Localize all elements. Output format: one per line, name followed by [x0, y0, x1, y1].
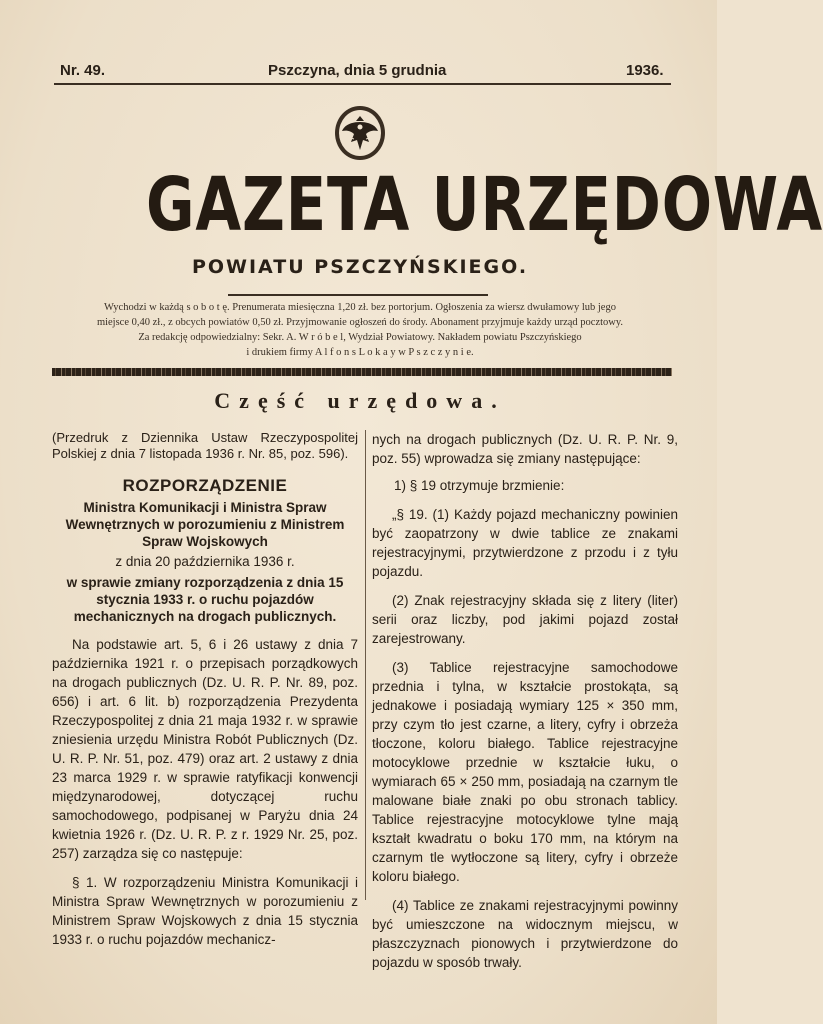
info-line: Wychodzi w każdą s o b o t ę. Prenumerata miesięczna 1,20 zł. bez portorjum. Ogłoszenia za wiersz dwułamowy lub jego [104, 302, 616, 313]
info-line: miejsce 0,40 zł., z obcych powiatów 0,50 zł. Przyjmowanie ogłoszeń do środy. Abonament przyjmuje każdy urząd pocztowy. [96, 317, 624, 328]
polish-eagle-emblem-icon [333, 104, 387, 162]
section-19-para-2: (2) Znak rejestracyjny składa się z litery (liter) serii oraz liczby, pod jakimi pojazd został zarejestrowany. [372, 593, 678, 646]
section-19-para-1: „§ 19. (1) Każdy pojazd mechaniczny powinien być zaopatrzony w dwie tablice ze znakami rejestracyjnymi, przytwierdzone z przodu i z tyłu pojazdu. [372, 507, 678, 579]
publication-info [40, 300, 680, 360]
preamble-paragraph: Na podstawie art. 5, 6 i 26 ustawy z dnia 7 października 1921 r. o przepisach porządkowych na drogach publicznych (Dz. U. R. P. Nr. 89, poz. 656) i art. 6 lit. b) rozporządzenia Prezydenta Rzeczypospolitej z dnia 21 maja 1932 r. w sprawie zniesienia urzędu Ministra Robót Publicznych (Dz. U. R. P. Nr. 51, poz. 479) oraz art. 2 ustawy z dnia 23 marca 1929 r. w sprawie ratyfikacji konwencji międzynarodowej, dotyczącej ruchu samochodowego, podpisanej w Paryżu dnia 24 kwietnia 1926 r. (Dz. U. R. P. z r. 1929 Nr. 25, poz. 257) zarządza się co następuje: [52, 637, 358, 861]
regulation-topic: w sprawie zmiany rozporządzenia z dnia 15 stycznia 1933 r. o ruchu pojazdów mechanicznych na drogach publicznych. [66, 575, 344, 624]
info-line: i drukiem firmy A l f o n s L o k a y w P s z c z y n i e. [246, 347, 474, 358]
section-19-para-4: (4) Tablice ze znakami rejestracyjnymi powinny być umieszczone na widocznym miejscu, w płaszczyznach pionowych i przytwierdzone do pojazdu w sposób trwały. [372, 898, 678, 970]
paragraph-1: § 1. W rozporządzeniu Ministra Komunikacji i Ministra Spraw Wewnętrznych w porozumieniu z Ministrem Spraw Wojskowych z dnia 15 stycznia 1933 r. o ruchu pojazdów mechanicz- [52, 875, 358, 947]
section-title: Część urzędowa. [214, 388, 506, 413]
column-divider [365, 430, 366, 900]
continuation-text: nych na drogach publicznych (Dz. U. R. P. Nr. 9, poz. 55) wprowadza się zmiany następujące: [372, 432, 678, 466]
reprint-note: (Przedruk z Dziennika Ustaw Rzeczypospolitej Polskiej z dnia 7 listopada 1936 r. Nr. 85, poz. 596). [52, 430, 358, 461]
info-line: Za redakcję odpowiedzialny: Sekr. A. W r ó b e l, Wydział Powiatowy. Nakładem powiatu Pszczyńskiego [138, 332, 582, 343]
masthead-rule [54, 83, 671, 85]
newspaper-title: GAZETA URZĘDOWA [146, 162, 823, 248]
decorative-band [52, 368, 672, 376]
newspaper-subtitle: POWIATU PSZCZYŃSKIEGO. [191, 256, 529, 278]
left-column [52, 430, 358, 949]
amendment-item-1: 1) § 19 otrzymuje brzmienie: [394, 478, 565, 493]
section-19-para-3: (3) Tablice rejestracyjne samochodowe przednia i tylna, w kształcie prostokąta, są jednakowe i posiadają wymiary 125 × 350 mm, przy czym tło jest czarne, a litery, cyfry i obrzeża tłoczone, koloru białego. Tablice rejestracyjne motocyklowe przednie w kształcie łuku, o wymiarach 65 × 250 mm, posiadają na czarnym tle malowane białe znaki po obu stronach tablicy. Tablice rejestracyjne motocyklowe tylne mają kształt kwadratu o boku 170 mm, na którym na czarnym tle wytłoczone są litery, cyfry i obrzeże koloru białego. [372, 660, 678, 884]
regulation-authority: Ministra Komunikacji i Ministra Spraw Wewnętrznych w porozumieniu z Ministrem Spraw Wojskowych [65, 500, 345, 549]
year: 1936. [626, 62, 664, 79]
place-and-date: Pszczyna, dnia 5 grudnia [268, 62, 447, 79]
regulation-date: z dnia 20 października 1936 r. [115, 554, 295, 569]
regulation-heading: ROZPORZĄDZENIE [122, 476, 288, 495]
subtitle-rule [228, 294, 488, 296]
right-column [372, 430, 678, 972]
issue-number: Nr. 49. [60, 62, 106, 79]
